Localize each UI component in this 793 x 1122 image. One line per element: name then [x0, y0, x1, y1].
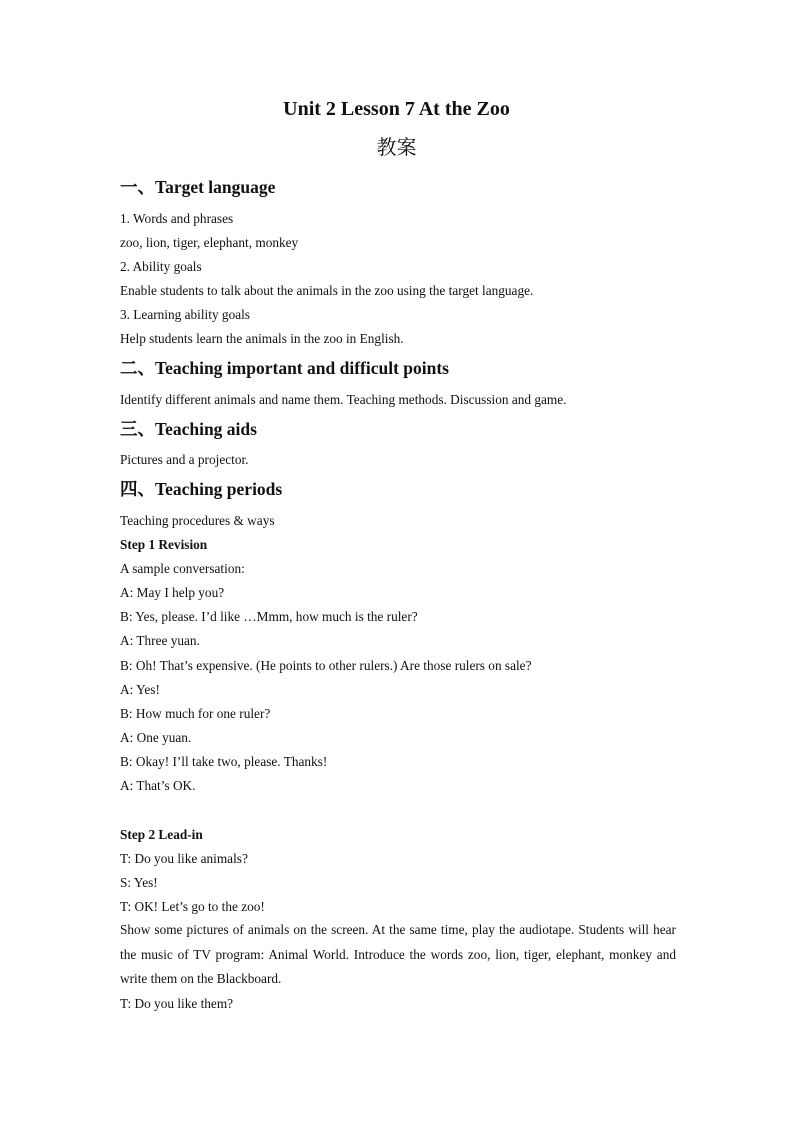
step-heading: Step 2 Lead-in: [120, 827, 203, 842]
section-heading-target-language: [120, 175, 275, 200]
section-title: Teaching important and difficult points: [155, 358, 449, 378]
document-title: Unit 2 Lesson 7 At the Zoo: [283, 98, 510, 120]
body-line: 1. Words and phrases: [120, 211, 234, 226]
section-title: Teaching aids: [155, 419, 257, 439]
body-line: zoo, lion, tiger, elephant, monkey: [120, 235, 299, 250]
dialogue-line: T: Do you like them?: [120, 996, 234, 1011]
section-title: Target language: [155, 177, 276, 197]
step-heading: Step 1 Revision: [120, 537, 208, 552]
body-line: Help students learn the animals in the zoo in English.: [120, 331, 404, 346]
body-line: Pictures and a projector.: [120, 452, 249, 467]
dialogue-line: S: Yes!: [120, 875, 158, 890]
body-line: Identify different animals and name them. Teaching methods. Discussion and game.: [120, 392, 567, 407]
section-heading-important-points: [120, 356, 449, 381]
dialogue-line: A: That’s OK.: [120, 778, 196, 793]
dialogue-line: A: May I help you?: [120, 585, 225, 600]
dialogue-line: A: Three yuan.: [120, 633, 200, 648]
dialogue-line: B: How much for one ruler?: [120, 706, 271, 721]
dialogue-line: A: Yes!: [120, 682, 160, 697]
body-line: Enable students to talk about the animals in the zoo using the target language.: [120, 283, 534, 298]
section-heading-teaching-aids: [120, 417, 257, 442]
dialogue-line: B: Yes, please. I’d like …Mmm, how much is the ruler?: [120, 609, 418, 624]
body-line: Teaching procedures & ways: [120, 513, 275, 528]
section-number: 三、: [120, 420, 155, 440]
dialogue-line: T: Do you like animals?: [120, 851, 248, 866]
dialogue-line: A sample conversation:: [120, 561, 245, 576]
body-paragraph: Show some pictures of animals on the screen. At the same time, play the audiotape. Students will hear the music of TV program: Animal World. Introduce the words zoo, lion, tiger, elephant, monkey and write them on the Blackboard.: [120, 922, 676, 986]
section-number: 二、: [120, 359, 155, 379]
section-number: 四、: [120, 480, 155, 500]
dialogue-line: B: Oh! That’s expensive. (He points to other rulers.) Are those rulers on sale?: [120, 658, 532, 673]
section-title: Teaching periods: [155, 479, 283, 499]
section-number: 一、: [120, 178, 155, 198]
body-line: 3. Learning ability goals: [120, 307, 250, 322]
dialogue-line: A: One yuan.: [120, 730, 192, 745]
dialogue-line: B: Okay! I’ll take two, please. Thanks!: [120, 754, 328, 769]
section-heading-teaching-periods: [120, 477, 282, 502]
dialogue-line: T: OK! Let’s go to the zoo!: [120, 899, 265, 914]
document-subtitle: 教案: [376, 135, 417, 159]
body-line: 2. Ability goals: [120, 259, 202, 274]
